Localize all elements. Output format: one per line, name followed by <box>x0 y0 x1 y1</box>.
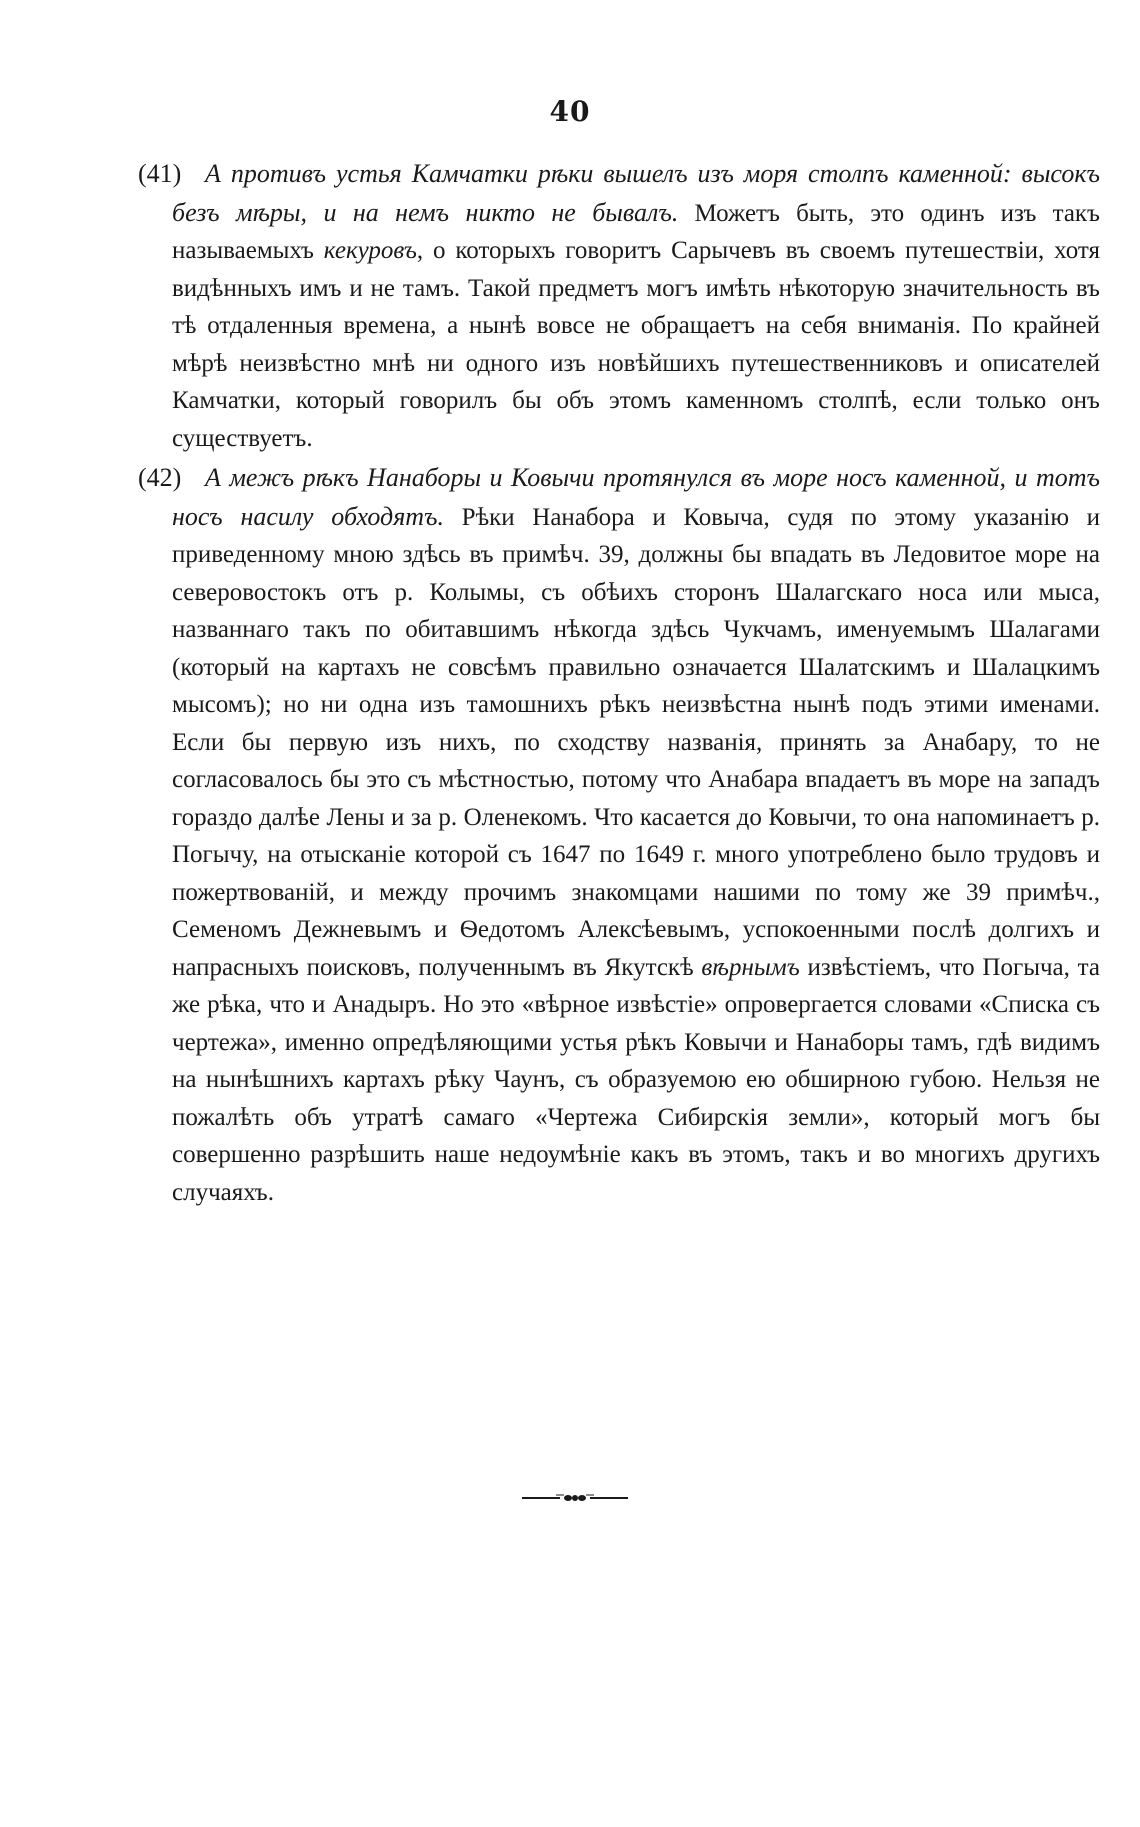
note-body <box>172 161 1100 452</box>
note-text: , о которыхъ говоритъ Сарычевъ въ своемъ путешествіи, хотя видѣнныхъ имъ и не тамъ. Такой предметъ могъ имѣть нѣкоторую значительность въ тѣ отдаленныя времена, а нынѣ вовсе не обращаетъ на себя вниманія. По крайней мѣрѣ неизвѣстно мнѣ ни одного изъ новѣйшихъ путешественниковъ и описателей Камчатки, который говорилъ бы объ этомъ каменномъ столпѣ, если только онъ существуетъ. <box>172 237 1100 452</box>
note-text: Можетъ быть, это одинъ изъ такъ называемыхъ <box>172 199 1100 264</box>
note-text: Рѣки Нанабора и Ковыча, судя по этому указанію и приведенному мною здѣсь въ примѣч. 39, должны бы впадать въ Ледовитое море на северовостокъ отъ р. Колымы, съ обѣихъ сторонъ Шалагскаго носа или мыса, названнаго такъ по обитавшимъ нѣкогда здѣсь Чукчамъ, именуемымъ Шалагами (который на картахъ не совсѣмъ правильно означается Шалатскимъ и Шалацкимъ мысомъ); но ни одна изъ тамошнихъ рѣкъ неизвѣстна нынѣ подъ этими именами. Если бы первую изъ нихъ, по сходству названія, принять за Анабару, то не согласовалось бы это съ мѣстностью, потому что Анабара впадаетъ въ море на западъ гораздо далѣе Лены и за р. Оленекомъ. Что касается до Ковычи, то она напоминаетъ р. Погычу, на отысканіе которой съ 1647 по 1649 г. много употреблено было трудовъ и пожертвованій, и между прочимъ знакомцами нашими по тому же 39 примѣч., Семеномъ Дежневымъ и Ѳедотомъ Алексѣевымъ, успокоенными послѣ долгихъ и напрасныхъ поисковъ, полученнымъ въ Якутскѣ <box>172 503 1100 981</box>
note-body <box>172 465 1100 1206</box>
note-quote: А противъ устья Камчатки рѣки вышелъ изъ моря столпъ каменной: высокъ безъ мѣры, и на немъ никто не бывалъ. <box>172 159 1100 227</box>
tailpiece-ornament-icon <box>520 1488 630 1508</box>
note-text: извѣстіемъ, что Погыча, та же рѣка, что и Анадыръ. Но это «вѣрное извѣстіе» опровергается словами «Списка съ чертежа», именно опредѣляющими устья рѣкъ Ковычи и Нанаборы тамъ, гдѣ видимъ на нынѣшнихъ картахъ рѣку Чаунъ, съ образуемою ею обширною губою. Нельзя не пожалѣть объ утратѣ самаго «Чертежа Сибирскія земли», который могъ бы совершенно разрѣшить наше недоумѣніе какъ въ этомъ, такъ и во многихъ другихъ случаяхъ. <box>172 953 1101 1206</box>
note-emphasis: вѣрнымъ <box>701 953 800 981</box>
note-number: (41) <box>138 159 182 188</box>
notes-list <box>138 155 1100 1211</box>
note-emphasis: кекуровъ <box>323 237 417 264</box>
page-number: 40 <box>549 95 591 128</box>
note-41 <box>138 155 1100 457</box>
note-quote: А межъ рѣкъ Нанаборы и Ковычи протянулся въ море носъ каменной, и тотъ носъ насилу обходятъ. <box>172 463 1100 531</box>
note-number: (42) <box>138 463 182 492</box>
note-42 <box>138 459 1100 1211</box>
